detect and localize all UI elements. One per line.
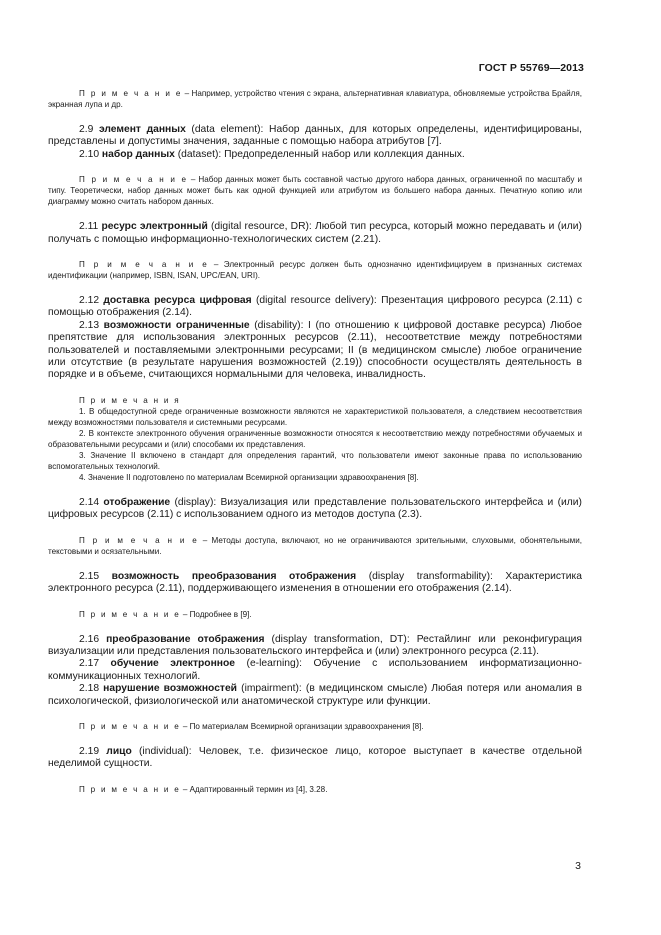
term: доставка ресурса цифровая: [103, 295, 252, 307]
term: элемент данных: [98, 124, 186, 135]
definition-2-9: 2.9 элемент данных (data element): Набор данных, для которых определены, идентифицированы, представлены и допустимы значения, заданные с помощью набора атрибутов [7].: [48, 124, 582, 148]
definition-2-16: 2.16 преобразование отображения (display transformation, DT): Рестайлинг или реконфигурация визуализации или представления пользовательского интерфейса и (или) электронного ресурса (2.11).: [48, 633, 582, 657]
note-item: 2. В контексте электронного обучения ограниченные возможности относятся к несоответствию между потребностями обучаемых и образовательными ресурсами и (или) способами их представления.: [48, 428, 582, 449]
note-item: 1. В общедоступной среде ограниченные возможности являются не характеристикой пользователя, а следствием несоответствия между возможностями пользователя и системными ресурсами.: [48, 406, 582, 427]
term: отображение: [103, 496, 171, 508]
note: П р и м е ч а н и е – По материалам Всемирной организации здравоохранения [8].: [79, 721, 424, 731]
term: ресурс электронный: [101, 221, 208, 233]
term: возможности ограниченные: [103, 319, 250, 331]
definition-2-13: 2.13 возможности ограниченные (disability): I (по отношению к цифровой доставке ресурса) Любое препятствие для использования электронных ресурсов (2.11), несоответствие между потребностями пользователей и поставляемыми электронными ресурсами; II (в медицинском смысле) любое ограничение или отсутствие (в результате нарушения возможностей (2.19)) способности осуществлять деятельность в порядке и в объеме, считающихся нормальными для человека, инвалидность.: [48, 319, 582, 381]
note-item: 3. Значение II включено в стандарт для определения гарантий, что пользователи имеют законные права по использованию вспомогательных технологий.: [48, 450, 582, 471]
term: лицо: [106, 745, 132, 757]
page-number: 3: [575, 860, 581, 872]
note: П р и м е ч а н и е – Методы доступа, включают, но не ограничиваются зрительными, слуховыми, обонятельными, текстовыми и осязательными.: [48, 535, 583, 556]
note: П р и м е ч а н и е – Электронный ресурс должен быть однозначно идентифицируем в признанных системах идентификации (например, ISBN, ISAN, UPC/EAN, URI).: [48, 260, 582, 281]
definition-2-10: 2.10 набор данных (dataset): Предопределенный набор или коллекция данных.: [79, 148, 465, 160]
term: возможность преобразования отображения: [111, 570, 357, 582]
definition-2-17: 2.17 обучение электронное (e-learning): Обучение с использованием информатизационно-коммуникационных технологий.: [48, 658, 582, 682]
document-body: [48, 88, 582, 795]
note: П р и м е ч а н и е – Адаптированный термин из [4], 3.28.: [79, 784, 328, 794]
definition-2-14: 2.14 отображение (display): Визуализация или представление пользовательского интерфейса и (или) цифровых ресурсов (2.11) с использованием одного из методов доступа (2.3).: [48, 496, 582, 521]
note: П р и м е ч а н и е – Например, устройство чтения с экрана, альтернативная клавиатура, обновляемые устройства Брайля, экранная лупа и др.: [48, 89, 583, 109]
note: П р и м е ч а н и е – Набор данных может быть составной частью другого набора данных, ограниченной по масштабу и типу. Теоретически, набор данных может быть как одной функцией или атрибутом из большего набора данных. Печатную копию или диаграмму можно считать набором данных.: [48, 175, 583, 207]
term: обучение электронное: [110, 658, 236, 670]
notes-heading: П р и м е ч а н и я: [79, 395, 181, 405]
definition-2-15: 2.15 возможность преобразования отображения (display transformability): Характеристика электронного ресурса (2.11), поддерживающего изменения в отношении его отображения (2.14).: [48, 570, 582, 595]
term: набор данных: [101, 148, 175, 160]
definition-2-18: 2.18 нарушение возможностей (impairment): (в медицинском смысле) Любая потеря или аномалия в психологической, физиологической или анатомической структуре или функции.: [48, 683, 582, 707]
definition-2-11: 2.11 ресурс электронный (digital resource, DR): Любой тип ресурса, который можно передавать и (или) получать с помощью информационно-технологических систем (2.21).: [48, 221, 582, 245]
note: П р и м е ч а н и е – Подробнее в [9].: [79, 609, 252, 619]
page-header-title: ГОСТ Р 55769—2013: [478, 62, 584, 74]
note-item: 4. Значение II подготовлено по материалам Всемирной организации здравоохранения [8].: [79, 472, 419, 482]
term: преобразование отображения: [106, 633, 265, 645]
definition-2-12: 2.12 доставка ресурса цифровая (digital resource delivery): Презентация цифрового ресурса (2.11) с помощью отображения (2.14).: [48, 295, 582, 319]
definition-2-19: 2.19 лицо (individual): Человек, т.е. физическое лицо, которое выступает в качестве отдельной неделимой сущности.: [48, 745, 582, 770]
term: нарушение возможностей: [103, 683, 238, 695]
